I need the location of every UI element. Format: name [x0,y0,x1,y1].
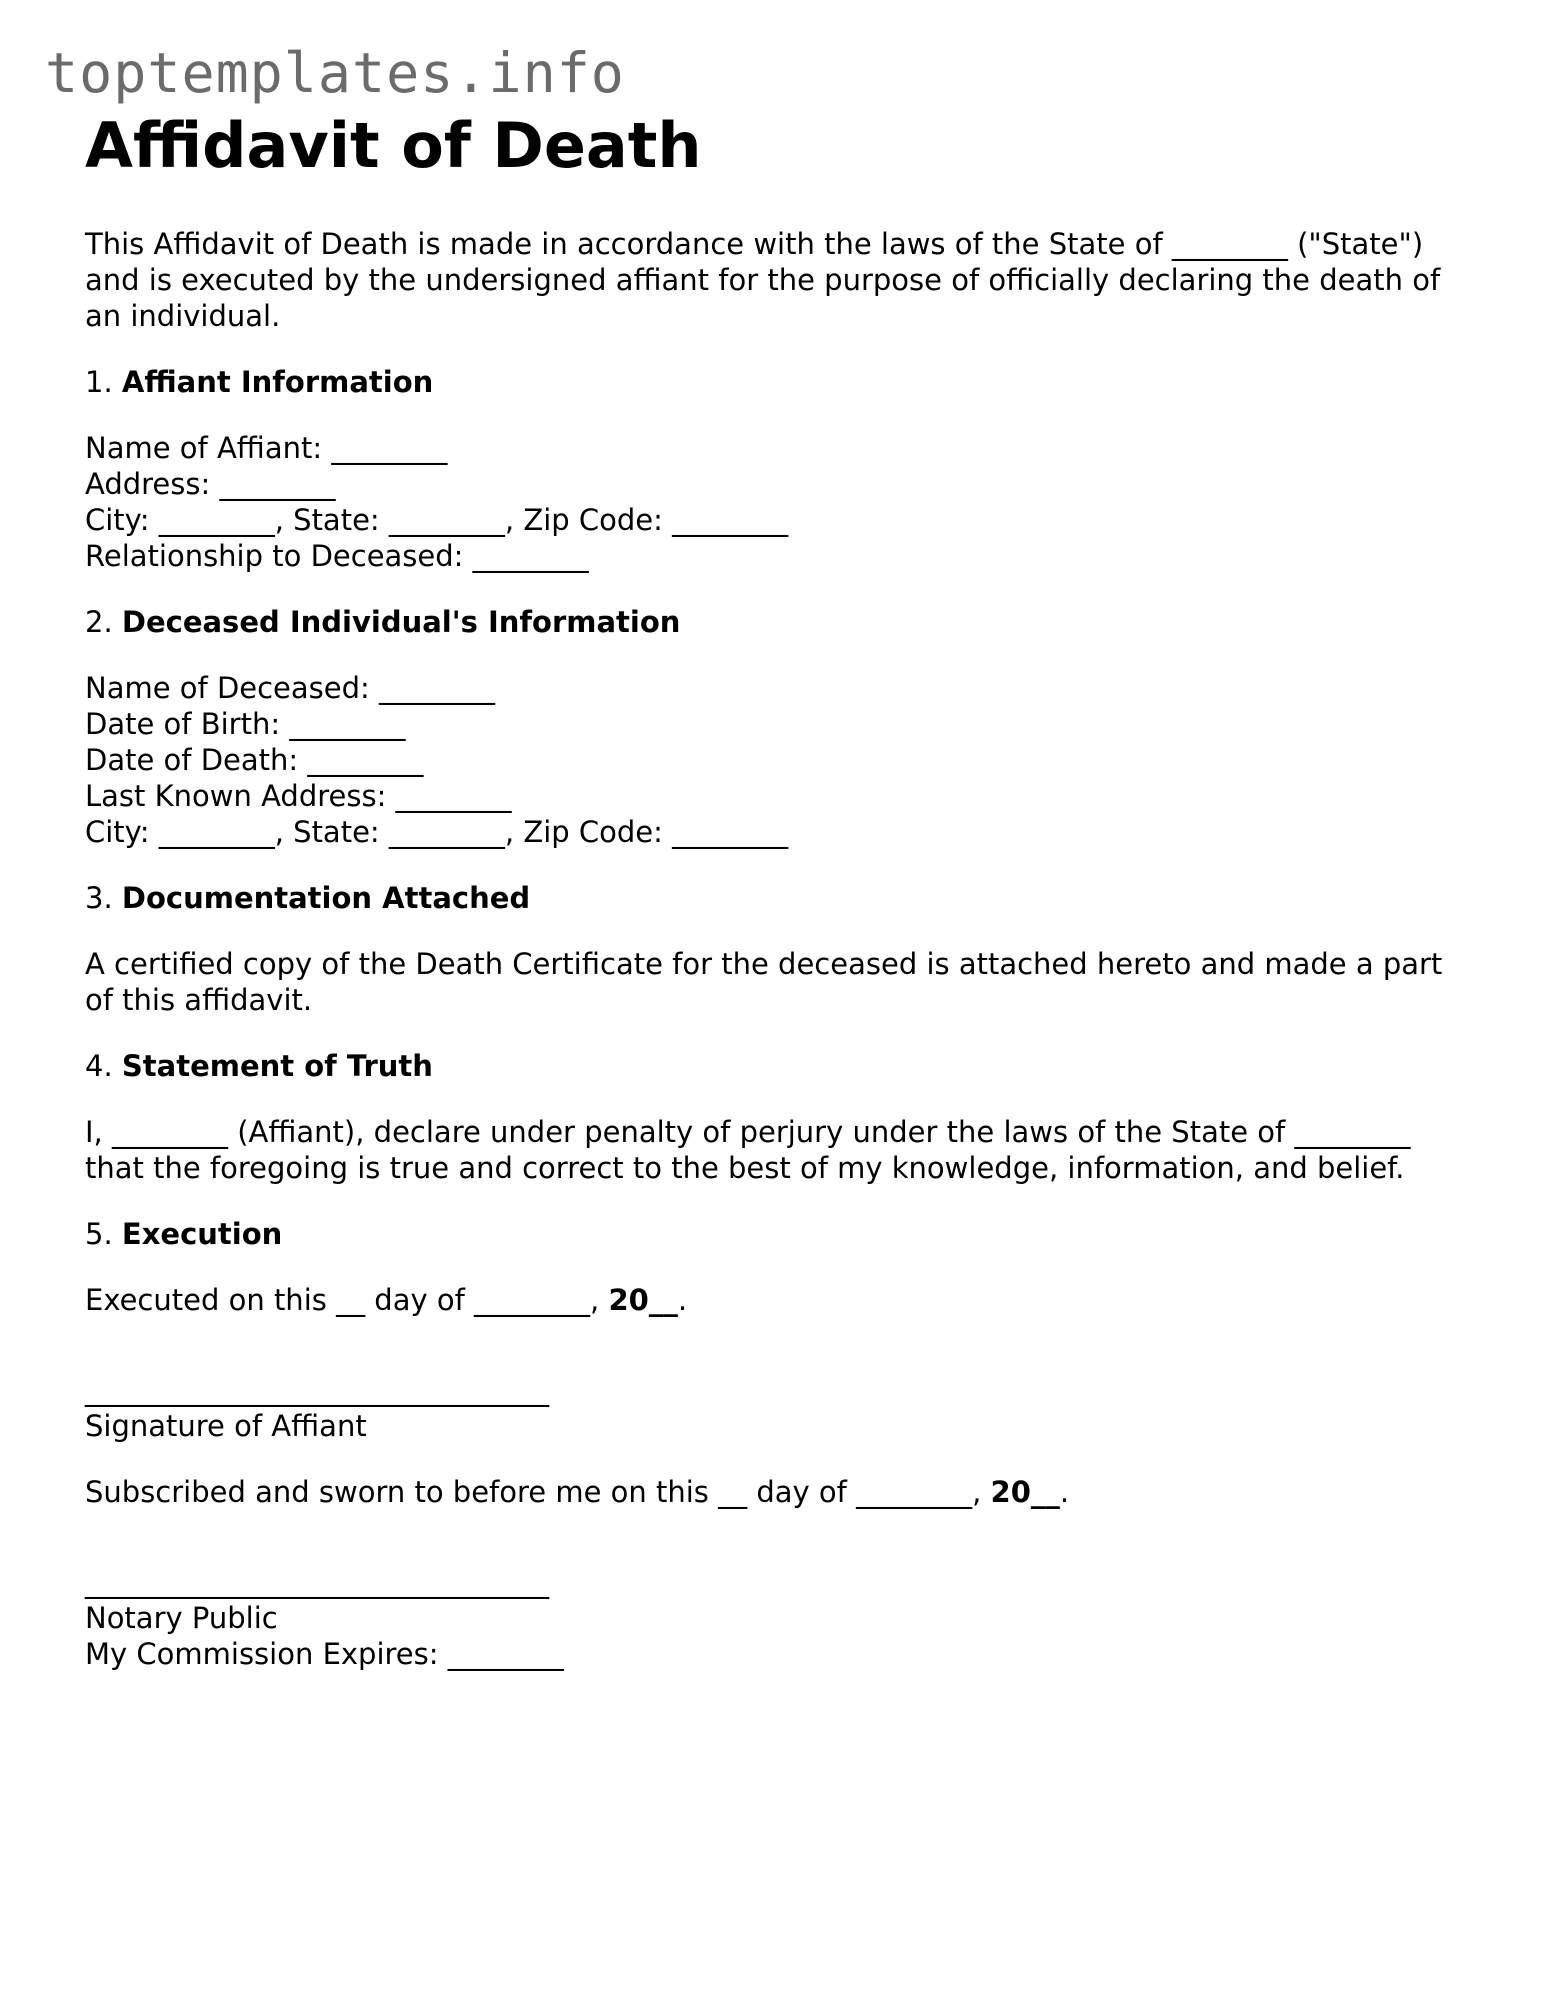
notary-signature-block [85,1564,1465,1672]
document-body [85,108,1465,1672]
field-address[interactable]: Address: ________ [85,467,336,501]
section-title: Statement of Truth [121,1049,433,1083]
sworn-line[interactable] [85,1474,1465,1510]
documentation-paragraph: A certified copy of the Death Certificate for the deceased is attached hereto and made a part of this affidavit. [85,947,1443,1017]
field-name-of-affiant[interactable]: Name of Affiant: ________ [85,431,448,465]
field-last-known-address[interactable]: Last Known Address: ________ [85,779,512,813]
watermark: toptemplates.info [45,41,625,105]
executed-suffix: . [677,1283,688,1317]
section-number: 1. [85,365,122,399]
field-city-state-zip[interactable]: City: ________, State: ________, Zip Code: ________ [85,503,789,537]
field-deceased-city-state-zip[interactable]: City: ________, State: ________, Zip Code: ________ [85,815,789,849]
section-title: Execution [121,1217,283,1251]
section-number: 4. [85,1049,122,1083]
notary-signature-line[interactable]: ________________________________ [85,1565,549,1599]
executed-prefix: Executed on this __ day of ________, [85,1283,609,1317]
affiant-fields [85,430,1465,574]
section-heading-documentation [85,880,1465,916]
section-heading-deceased [85,604,1465,640]
section-title: Documentation Attached [121,881,531,915]
executed-year: 20__ [608,1283,678,1317]
section-number: 3. [85,881,122,915]
sworn-prefix: Subscribed and sworn to before me on this __ day of ________, [85,1475,991,1509]
intro-paragraph: This Affidavit of Death is made in accordance with the laws of the State of ________ ("State") and is executed by the undersigned affiant for the purpose of officially declaring the death of an individual. [85,227,1441,333]
field-relationship[interactable]: Relationship to Deceased: ________ [85,539,589,573]
sworn-year: 20__ [990,1475,1060,1509]
affiant-signature-line[interactable]: ________________________________ [85,1373,549,1407]
commission-expires-field[interactable]: My Commission Expires: ________ [85,1637,564,1671]
field-date-of-death[interactable]: Date of Death: ________ [85,743,424,777]
field-name-of-deceased[interactable]: Name of Deceased: ________ [85,671,496,705]
deceased-fields [85,670,1465,850]
section-number: 5. [85,1217,122,1251]
section-heading-statement [85,1048,1465,1084]
notary-label: Notary Public [85,1601,278,1635]
section-title: Affiant Information [121,365,434,399]
page-title: Affidavit of Death [85,109,702,182]
affiant-signature-label: Signature of Affiant [85,1409,367,1443]
section-title: Deceased Individual's Information [121,605,681,639]
field-date-of-birth[interactable]: Date of Birth: ________ [85,707,406,741]
affiant-signature-block [85,1372,1465,1444]
sworn-suffix: . [1059,1475,1070,1509]
section-heading-execution [85,1216,1465,1252]
section-heading-affiant [85,364,1465,400]
executed-line[interactable] [85,1282,1465,1318]
statement-paragraph: I, ________ (Affiant), declare under penalty of perjury under the laws of the State of ________ that the foregoing is true and correct to the best of my knowledge, information, and belief. [85,1115,1411,1185]
section-number: 2. [85,605,122,639]
